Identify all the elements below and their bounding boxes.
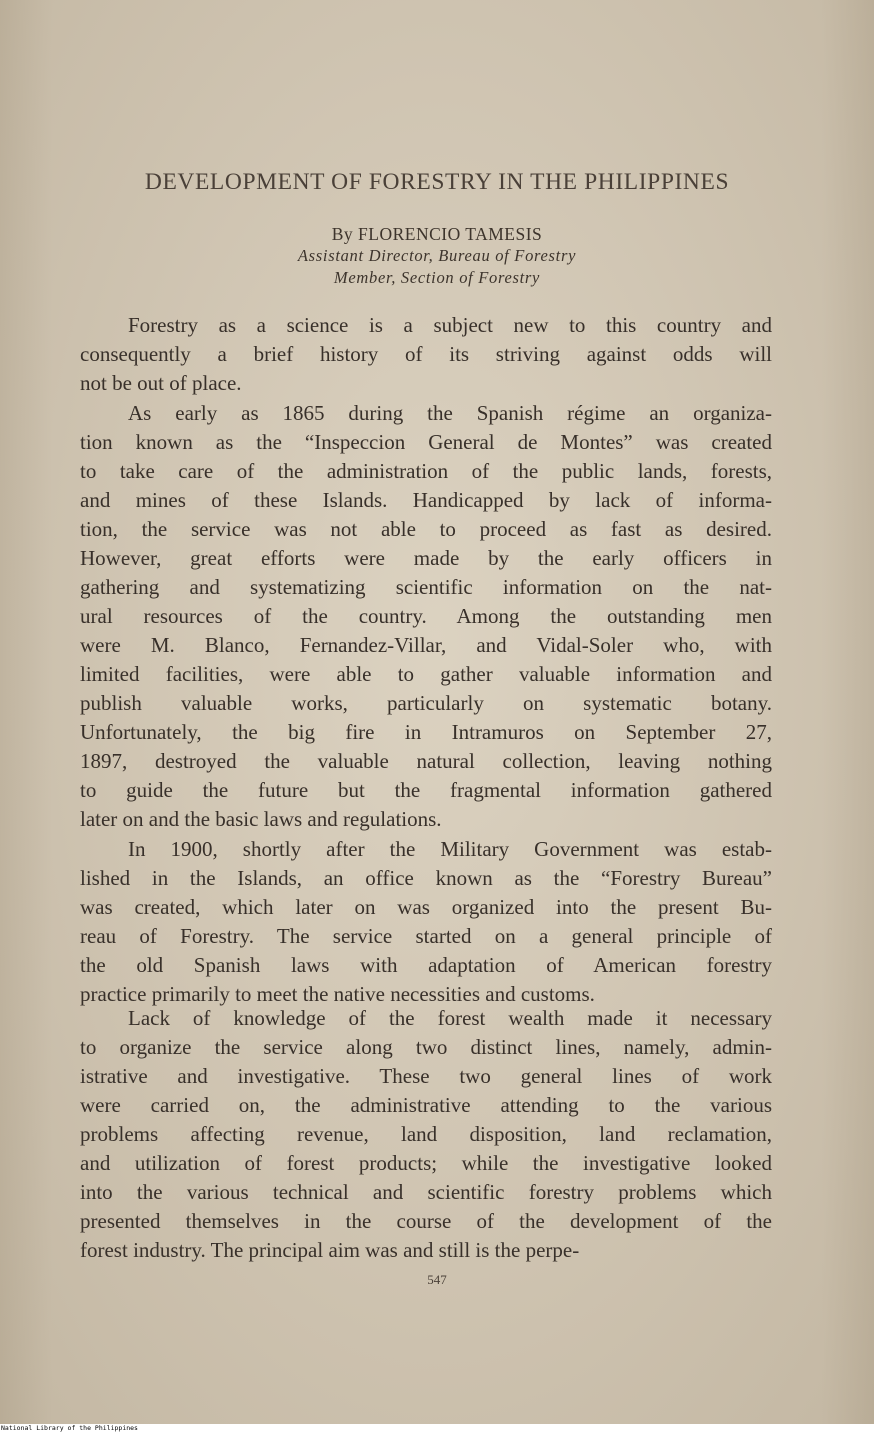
body-paragraph-1 bbox=[80, 311, 772, 398]
text-line: limited facilities, were able to gather valuable information and bbox=[80, 662, 772, 686]
text-line: tion, the service was not able to proceed as fast as desired. bbox=[80, 517, 772, 541]
text-line: problems affecting revenue, land disposition, land reclamation, bbox=[80, 1122, 772, 1146]
text-line: practice primarily to meet the native necessities and customs. bbox=[80, 982, 595, 1006]
page-number: 547 bbox=[427, 1272, 447, 1287]
text-line: to guide the future but the fragmental information gathered bbox=[80, 778, 772, 802]
author-affiliation-1: Assistant Director, Bureau of Forestry bbox=[297, 246, 577, 265]
text-line: tion known as the “Inspeccion General de Montes” was created bbox=[80, 430, 772, 454]
text-line: 1897, destroyed the valuable natural collection, leaving nothing bbox=[80, 749, 772, 773]
text-line: presented themselves in the course of the development of the bbox=[80, 1209, 772, 1233]
text-line: Unfortunately, the big fire in Intramuros on September 27, bbox=[80, 720, 772, 744]
text-line: the old Spanish laws with adaptation of American forestry bbox=[80, 953, 772, 977]
footer-credit: National Library of the Philippines bbox=[1, 1424, 138, 1432]
article-title: DEVELOPMENT OF FORESTRY IN THE PHILIPPINES bbox=[144, 169, 730, 195]
author-affiliation-2: Member, Section of Forestry bbox=[333, 268, 541, 287]
text-line: and utilization of forest products; while the investigative looked bbox=[80, 1151, 772, 1175]
text-line: Forestry as a science is a subject new to this country and bbox=[128, 313, 772, 337]
text-line: into the various technical and scientific forestry problems which bbox=[80, 1180, 772, 1204]
footer-strip bbox=[0, 1424, 874, 1433]
text-line: gathering and systematizing scientific information on the nat- bbox=[80, 575, 772, 599]
body-paragraph-3 bbox=[80, 835, 772, 1009]
text-line: reau of Forestry. The service started on a general principle of bbox=[80, 924, 772, 948]
text-line: were carried on, the administrative attending to the various bbox=[80, 1093, 772, 1117]
text-line: consequently a brief history of its striving against odds will bbox=[80, 342, 772, 366]
text-line: lished in the Islands, an office known as the “Forestry Bureau” bbox=[80, 866, 772, 890]
text-line: In 1900, shortly after the Military Government was estab- bbox=[128, 837, 772, 861]
text-line: forest industry. The principal aim was and still is the perpe- bbox=[80, 1238, 580, 1262]
text-line: was created, which later on was organized into the present Bu- bbox=[80, 895, 772, 919]
body-paragraph-4 bbox=[80, 1004, 772, 1265]
text-line: Lack of knowledge of the forest wealth made it necessary bbox=[128, 1006, 772, 1030]
text-line: publish valuable works, particularly on systematic botany. bbox=[80, 691, 772, 715]
text-line: were M. Blanco, Fernandez-Villar, and Vidal-Soler who, with bbox=[80, 633, 772, 657]
text-line: to organize the service along two distinct lines, namely, admin- bbox=[80, 1035, 772, 1059]
text-line: ural resources of the country. Among the outstanding men bbox=[80, 604, 772, 628]
text-line: and mines of these Islands. Handicapped by lack of informa- bbox=[80, 488, 772, 512]
text-line: However, great efforts were made by the early officers in bbox=[80, 546, 772, 570]
text-line: istrative and investigative. These two general lines of work bbox=[80, 1064, 772, 1088]
text-line: later on and the basic laws and regulations. bbox=[80, 807, 442, 831]
body-paragraph-2 bbox=[80, 399, 772, 834]
text-line: As early as 1865 during the Spanish régime an organiza- bbox=[128, 401, 772, 425]
text-line: not be out of place. bbox=[80, 371, 242, 395]
text-line: to take care of the administration of the public lands, forests, bbox=[80, 459, 772, 483]
author-byline: By FLORENCIO TAMESIS bbox=[331, 224, 543, 244]
